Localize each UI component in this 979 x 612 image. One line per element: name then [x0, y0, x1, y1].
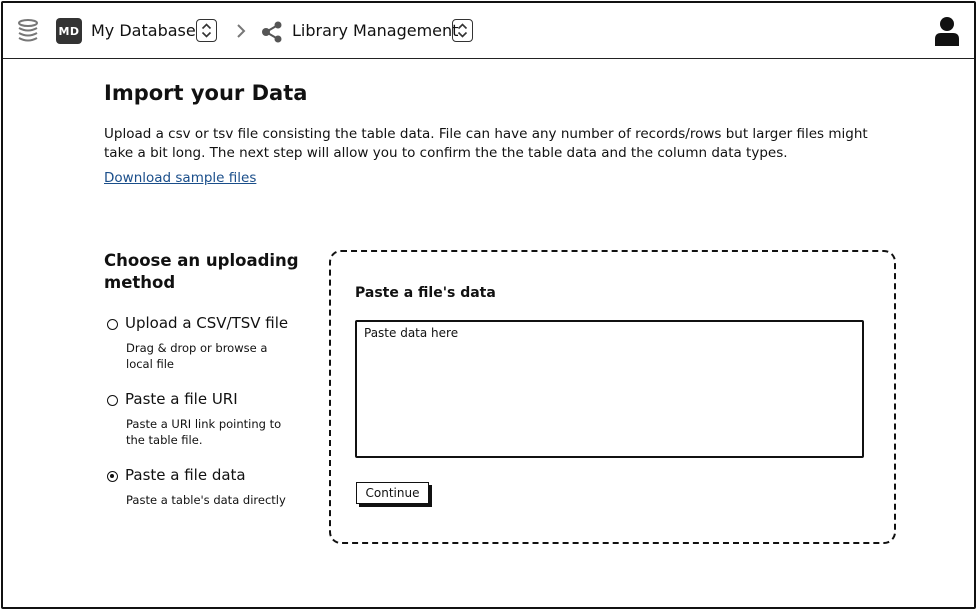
radio-button-selected[interactable]	[107, 471, 118, 482]
continue-button[interactable]: Continue	[356, 482, 429, 504]
user-avatar-icon[interactable]	[934, 16, 960, 46]
radio-button[interactable]	[107, 319, 118, 330]
radio-button[interactable]	[107, 395, 118, 406]
option-label[interactable]: Paste a file data	[125, 466, 246, 484]
option-description: Drag & drop or browse a local file	[126, 341, 268, 371]
schema-switcher-button[interactable]	[452, 19, 473, 42]
updown-chevron-icon	[456, 23, 469, 38]
breadcrumb-database-name[interactable]: My Database	[91, 21, 196, 40]
breadcrumb-separator-icon	[235, 23, 247, 39]
updown-chevron-icon	[200, 23, 213, 38]
paste-panel-title: Paste a file's data	[355, 285, 496, 301]
upload-method-heading: Choose an uploading method	[104, 251, 299, 292]
option-description: Paste a URI link pointing to the table file.	[126, 417, 282, 447]
page-title: Import your Data	[104, 81, 308, 105]
breadcrumb-schema-name[interactable]: Library Management	[292, 21, 459, 40]
paste-data-textarea[interactable]	[355, 320, 864, 458]
option-description: Paste a table's data directly	[126, 493, 286, 507]
database-switcher-button[interactable]	[196, 19, 217, 42]
option-label[interactable]: Upload a CSV/TSV file	[125, 314, 289, 332]
page-description: Upload a csv or tsv file consisting the table data. File can have any number of records/rows but larger files might take a bit long. The next step will allow you to confirm the the table data and the column data types.	[104, 126, 868, 161]
download-sample-files-link[interactable]: Download sample files	[104, 170, 257, 186]
database-stack-icon[interactable]	[17, 19, 39, 43]
option-label[interactable]: Paste a file URI	[125, 390, 238, 408]
schema-share-icon	[261, 21, 283, 43]
top-bar	[3, 3, 974, 59]
database-badge[interactable]: MD	[56, 18, 82, 44]
